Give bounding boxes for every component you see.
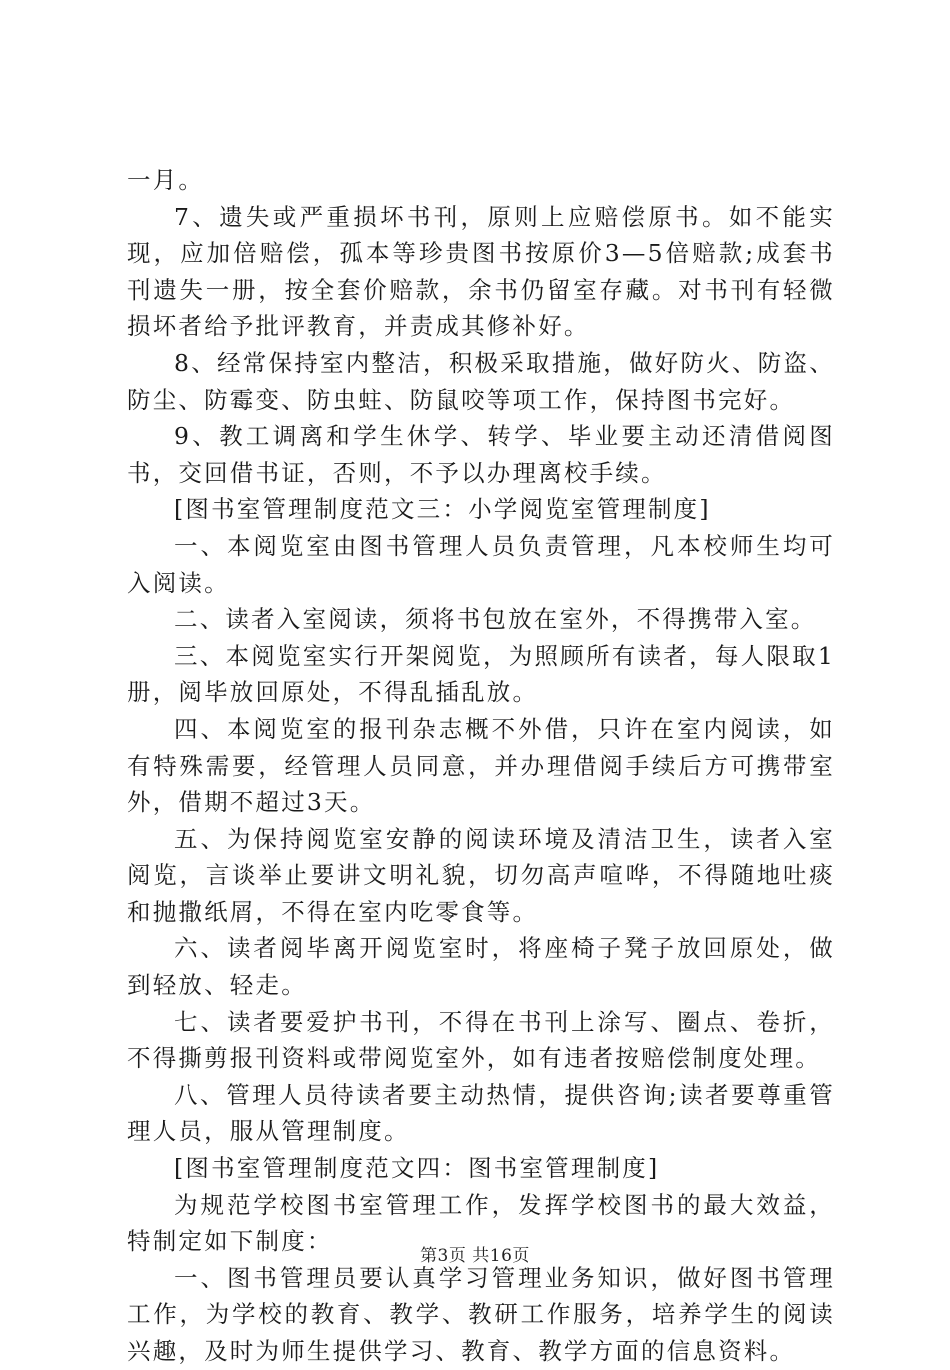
section-heading: [图书室管理制度范文三：小学阅览室管理制度]: [174, 495, 711, 524]
paragraph: 七、读者要爱护书刊，不得在书刊上涂写、圈点、卷折，不得撕剪报刊资料或带阅览室外，如有违者按赔偿制度处理。: [127, 1007, 835, 1073]
paragraph: 一、本阅览室由图书管理人员负责管理，凡本校师生均可入阅读。: [127, 531, 835, 597]
paragraph: 六、读者阅毕离开阅览室时，将座椅子凳子放回原处，做到轻放、轻走。: [127, 934, 835, 1000]
section-heading: [图书室管理制度范文四：图书室管理制度]: [174, 1154, 660, 1183]
paragraph: 二、读者入室阅读，须将书包放在室外，不得携带入室。: [174, 605, 817, 634]
paragraph: 7、遗失或严重损坏书刊，原则上应赔偿原书。如不能实现，应加倍赔偿，孤本等珍贵图书按原价3—5倍赔款;成套书刊遗失一册，按全套价赔款，余书仍留室存藏。对书刊有轻微损坏者给予批评教育，并责成其修补好。: [127, 202, 835, 341]
paragraph: 一、图书管理员要认真学习管理业务知识，做好图书管理工作，为学校的教育、教学、教研工作服务，培养学生的阅读兴趣，及时为师生提供学习、教育、教学方面的信息资料。: [127, 1263, 835, 1365]
paragraph: 五、为保持阅览室安静的阅读环境及清洁卫生，读者入室阅览，言谈举止要讲文明礼貌，切勿高声喧哗，不得随地吐痰和抛撒纸屑，不得在室内吃零食等。: [127, 824, 835, 926]
paragraph: 9、教工调离和学生休学、转学、毕业要主动还清借阅图书，交回借书证，否则，不予以办理离校手续。: [127, 422, 835, 487]
paragraph: 三、本阅览室实行开架阅览，为照顾所有读者，每人限取1册，阅毕放回原处，不得乱插乱放。: [127, 641, 835, 707]
paragraph: 八、管理人员待读者要主动热情，提供咨询;读者要尊重管理人员，服从管理制度。: [127, 1080, 835, 1146]
paragraph: 四、本阅览室的报刊杂志概不外借，只许在室内阅读，如有特殊需要，经管理人员同意，并办理借阅手续后方可携带室外，借期不超过3天。: [127, 714, 835, 817]
paragraph: 为规范学校图书室管理工作，发挥学校图书的最大效益，特制定如下制度：: [127, 1190, 835, 1256]
paragraph: 一月。: [127, 166, 205, 194]
page-footer: [0, 1241, 950, 1266]
document-body: [127, 162, 835, 1370]
paragraph: 8、经常保持室内整洁，积极采取措施，做好防火、防盗、防尘、防霉变、防虫蛀、防鼠咬等项工作，保持图书完好。: [127, 348, 835, 414]
page-number-label: 第3页 共16页: [420, 1246, 530, 1266]
